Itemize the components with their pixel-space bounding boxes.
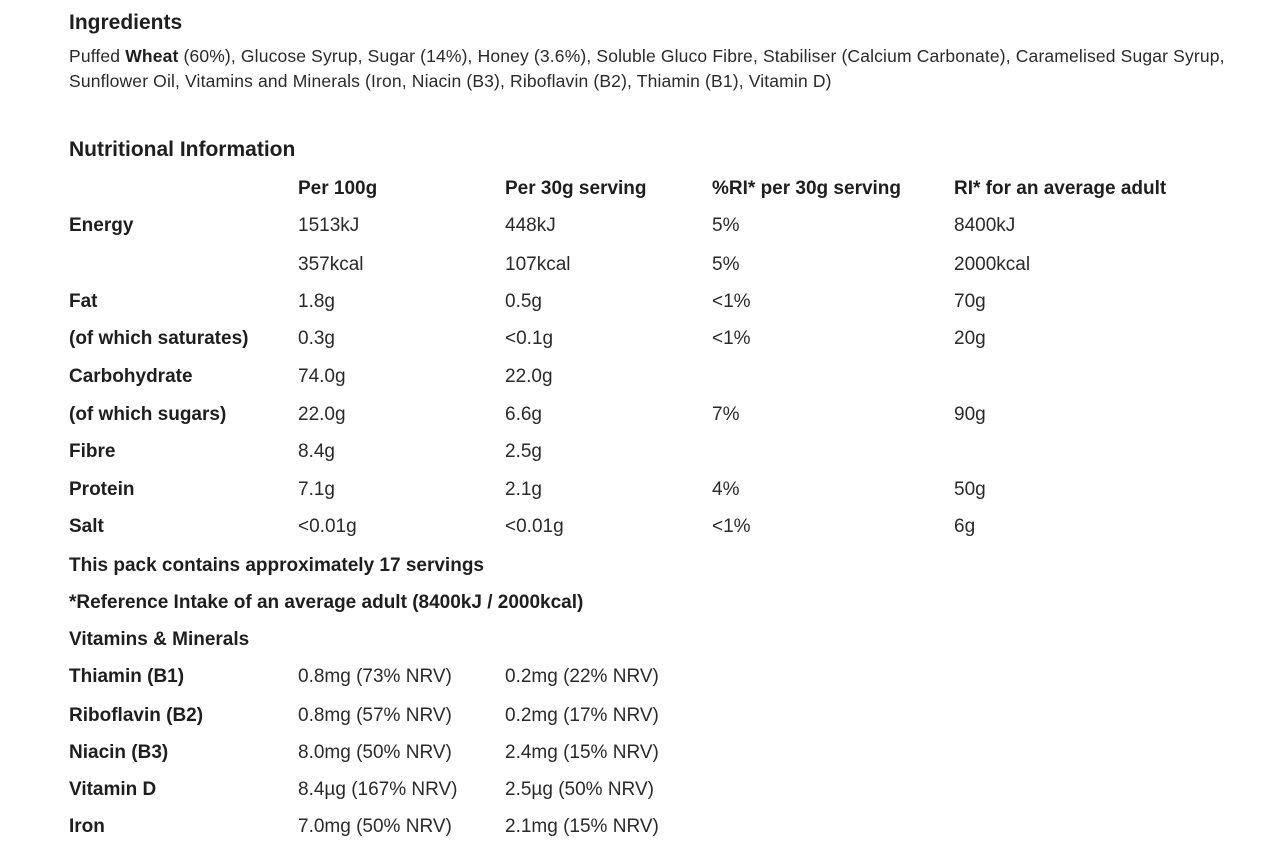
nutrient-ri: 2000kcal xyxy=(954,254,1031,275)
ri-note: *Reference Intake of an average adult (8400kJ / 2000kcal) xyxy=(69,592,584,613)
ingredients-heading: Ingredients xyxy=(69,11,183,34)
servings-note: This pack contains approximately 17 servings xyxy=(69,555,484,576)
nutrient-ri-pct: <1% xyxy=(712,516,751,537)
nutrient-ri: 50g xyxy=(954,479,986,500)
nutrient-per100: 357kcal xyxy=(298,254,364,275)
nutrient-label: Fibre xyxy=(69,441,116,462)
ingredients-text-part2: (60%), Glucose Syrup, Sugar (14%), Honey (3.6%), Soluble Gluco Fibre, Stabiliser (Calcium Carbonate), Caramelised Sugar Syrup, Sunflower Oil, Vitamins and Minerals (Iron, Niacin (B3), Riboflavin (B2), Thiamin (B1), Vitamin D) xyxy=(69,46,1225,91)
ingredients-text xyxy=(69,44,1229,94)
vitamin-per30: 0.2mg (22% NRV) xyxy=(505,666,659,687)
vitamin-per100: 7.0mg (50% NRV) xyxy=(298,816,452,837)
nutrient-per30: 2.5g xyxy=(505,441,542,462)
ingredients-highlight: Wheat xyxy=(125,46,179,66)
vitamin-label: Vitamin D xyxy=(69,779,157,800)
nutrient-per100: 1.8g xyxy=(298,291,335,312)
nutrient-per100: <0.01g xyxy=(298,516,357,537)
vitamin-label: Thiamin (B1) xyxy=(69,666,185,687)
nutrient-per30: <0.1g xyxy=(505,328,554,349)
nutrition-heading: Nutritional Information xyxy=(69,138,296,161)
nutrient-ri: 6g xyxy=(954,516,976,537)
nutrient-per100: 22.0g xyxy=(298,404,346,425)
nutrient-per30: 0.5g xyxy=(505,291,542,312)
nutrient-ri: 20g xyxy=(954,328,986,349)
nutrient-per30: 2.1g xyxy=(505,479,542,500)
nutrient-ri: 8400kJ xyxy=(954,215,1016,236)
nutrient-label: Protein xyxy=(69,479,135,500)
nutrient-per30: 22.0g xyxy=(505,366,553,387)
nutrient-per30: 107kcal xyxy=(505,254,571,275)
nutrient-ri-pct: 7% xyxy=(712,404,740,425)
vitamin-per30: 2.5µg (50% NRV) xyxy=(505,779,654,800)
vitamin-label: Iron xyxy=(69,816,105,837)
nutrient-per30: <0.01g xyxy=(505,516,564,537)
nutrient-label: Salt xyxy=(69,516,104,537)
nutrient-per100: 7.1g xyxy=(298,479,335,500)
nutrient-per100: 1513kJ xyxy=(298,215,360,236)
vitamin-per100: 0.8mg (57% NRV) xyxy=(298,705,452,726)
nutrient-per30: 6.6g xyxy=(505,404,542,425)
column-header-ri-pct: %RI* per 30g serving xyxy=(712,178,902,199)
nutrient-ri: 70g xyxy=(954,291,986,312)
nutrient-ri-pct: 4% xyxy=(712,479,740,500)
vitamin-label: Niacin (B3) xyxy=(69,742,169,763)
column-header-ri: RI* for an average adult xyxy=(954,178,1167,199)
vitamin-per30: 0.2mg (17% NRV) xyxy=(505,705,659,726)
ingredients-text-part1: Puffed xyxy=(69,46,126,66)
nutrient-label: Energy xyxy=(69,215,134,236)
nutrient-per30: 448kJ xyxy=(505,215,556,236)
vitamin-label: Riboflavin (B2) xyxy=(69,705,204,726)
vitamin-per100: 8.4µg (167% NRV) xyxy=(298,779,458,800)
nutrient-ri-pct: <1% xyxy=(712,328,751,349)
column-header-per100: Per 100g xyxy=(298,178,378,199)
vitamins-heading: Vitamins & Minerals xyxy=(69,629,250,650)
column-header-per30: Per 30g serving xyxy=(505,178,647,199)
nutrient-per100: 8.4g xyxy=(298,441,335,462)
nutrient-ri-pct: 5% xyxy=(712,254,740,275)
nutrient-label: (of which sugars) xyxy=(69,404,227,425)
vitamin-per30: 2.4mg (15% NRV) xyxy=(505,742,659,763)
nutrient-ri-pct: 5% xyxy=(712,215,740,236)
nutrient-ri-pct: <1% xyxy=(712,291,751,312)
nutrient-per100: 74.0g xyxy=(298,366,346,387)
nutrient-per100: 0.3g xyxy=(298,328,335,349)
nutrient-label: Carbohydrate xyxy=(69,366,193,387)
nutrient-label: Fat xyxy=(69,291,98,312)
nutrient-ri: 90g xyxy=(954,404,986,425)
vitamin-per30: 2.1mg (15% NRV) xyxy=(505,816,659,837)
nutrient-label: (of which saturates) xyxy=(69,328,249,349)
vitamin-per100: 0.8mg (73% NRV) xyxy=(298,666,452,687)
vitamin-per100: 8.0mg (50% NRV) xyxy=(298,742,452,763)
